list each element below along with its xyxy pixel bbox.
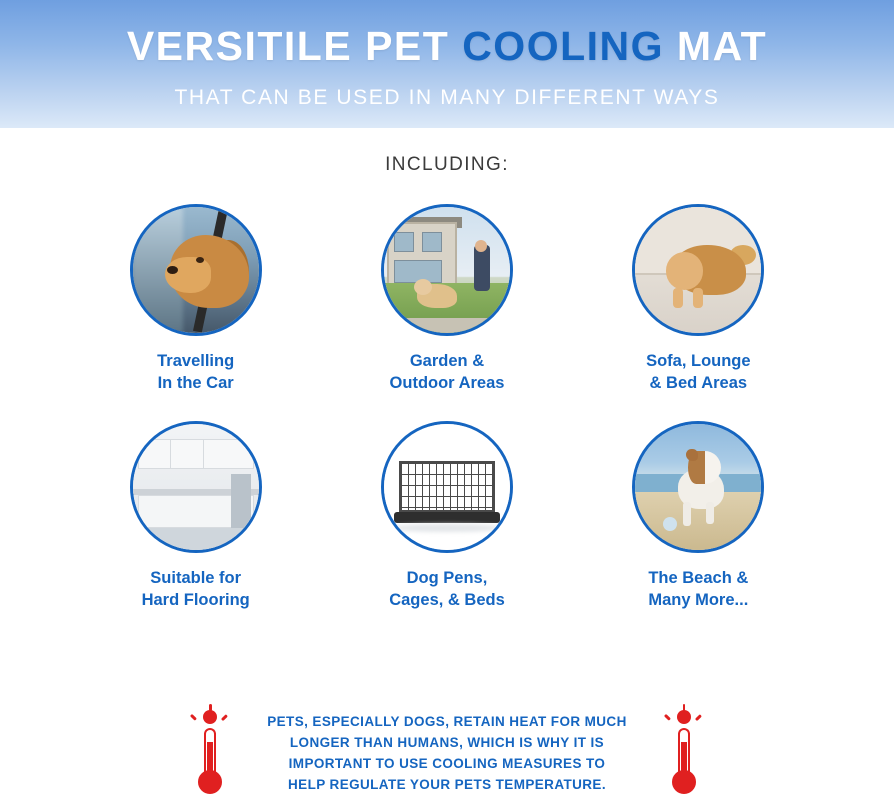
use-case-caption (157, 350, 234, 395)
title-accent: COOLING (462, 22, 665, 69)
footer-line-1: PETS, ESPECIALLY DOGS, RETAIN HEAT FOR MUCH (267, 714, 627, 730)
page-subtitle: THAT CAN BE USED IN MANY DIFFERENT WAYS (174, 85, 720, 109)
use-case-item-dog-pens (321, 421, 572, 612)
use-case-item-garden (321, 204, 572, 395)
kitchen-hard-floor-photo (130, 421, 262, 553)
caption-line-2: & Bed Areas (649, 374, 748, 393)
dog-on-sofa-photo (632, 204, 764, 336)
footer-line-4: HELP REGULATE YOUR PETS TEMPERATURE. (288, 776, 606, 792)
use-case-item-beach (573, 421, 824, 612)
footer-note (0, 708, 894, 800)
caption-line-2: Hard Flooring (141, 590, 250, 609)
header-banner (0, 0, 894, 128)
footer-text (267, 712, 627, 796)
caption-line-1: Suitable for (150, 568, 242, 587)
use-case-caption (648, 567, 748, 612)
garden-outdoor-photo (381, 204, 513, 336)
use-case-caption (646, 350, 751, 395)
use-case-grid (0, 204, 894, 611)
footer-line-2: LONGER THAN HUMANS, WHICH IS WHY IT IS (289, 735, 605, 751)
including-label: INCLUDING: (385, 154, 509, 175)
use-case-caption (390, 350, 505, 395)
use-case-item-hard-flooring (70, 421, 321, 612)
use-case-caption (142, 567, 250, 612)
caption-line-1: Travelling (157, 352, 235, 370)
dog-in-car-photo (130, 204, 262, 336)
caption-line-1: Garden & (409, 352, 485, 370)
caption-line-1: The Beach & (648, 568, 749, 587)
use-case-item-sofa (573, 204, 824, 395)
footer-line-3: IMPORTANT TO USE COOLING MEASURES TO (288, 756, 606, 771)
thermometer-icon-left (187, 708, 233, 800)
title-part-1: VERSITILE PET (126, 22, 463, 69)
caption-line-2: Outdoor Areas (389, 374, 505, 393)
dog-crate-photo (381, 421, 513, 553)
use-case-item-travelling (70, 204, 321, 395)
use-case-caption (389, 567, 505, 612)
dog-on-beach-photo (632, 421, 764, 553)
caption-line-2: In the Car (157, 374, 234, 393)
thermometer-icon-right (661, 708, 707, 800)
title-part-2: MAT (664, 22, 768, 69)
caption-line-2: Cages, & Beds (389, 590, 505, 609)
caption-line-1: Dog Pens, (406, 568, 488, 587)
caption-line-2: Many More... (648, 590, 749, 609)
page-title (127, 23, 767, 70)
caption-line-1: Sofa, Lounge (646, 352, 751, 370)
